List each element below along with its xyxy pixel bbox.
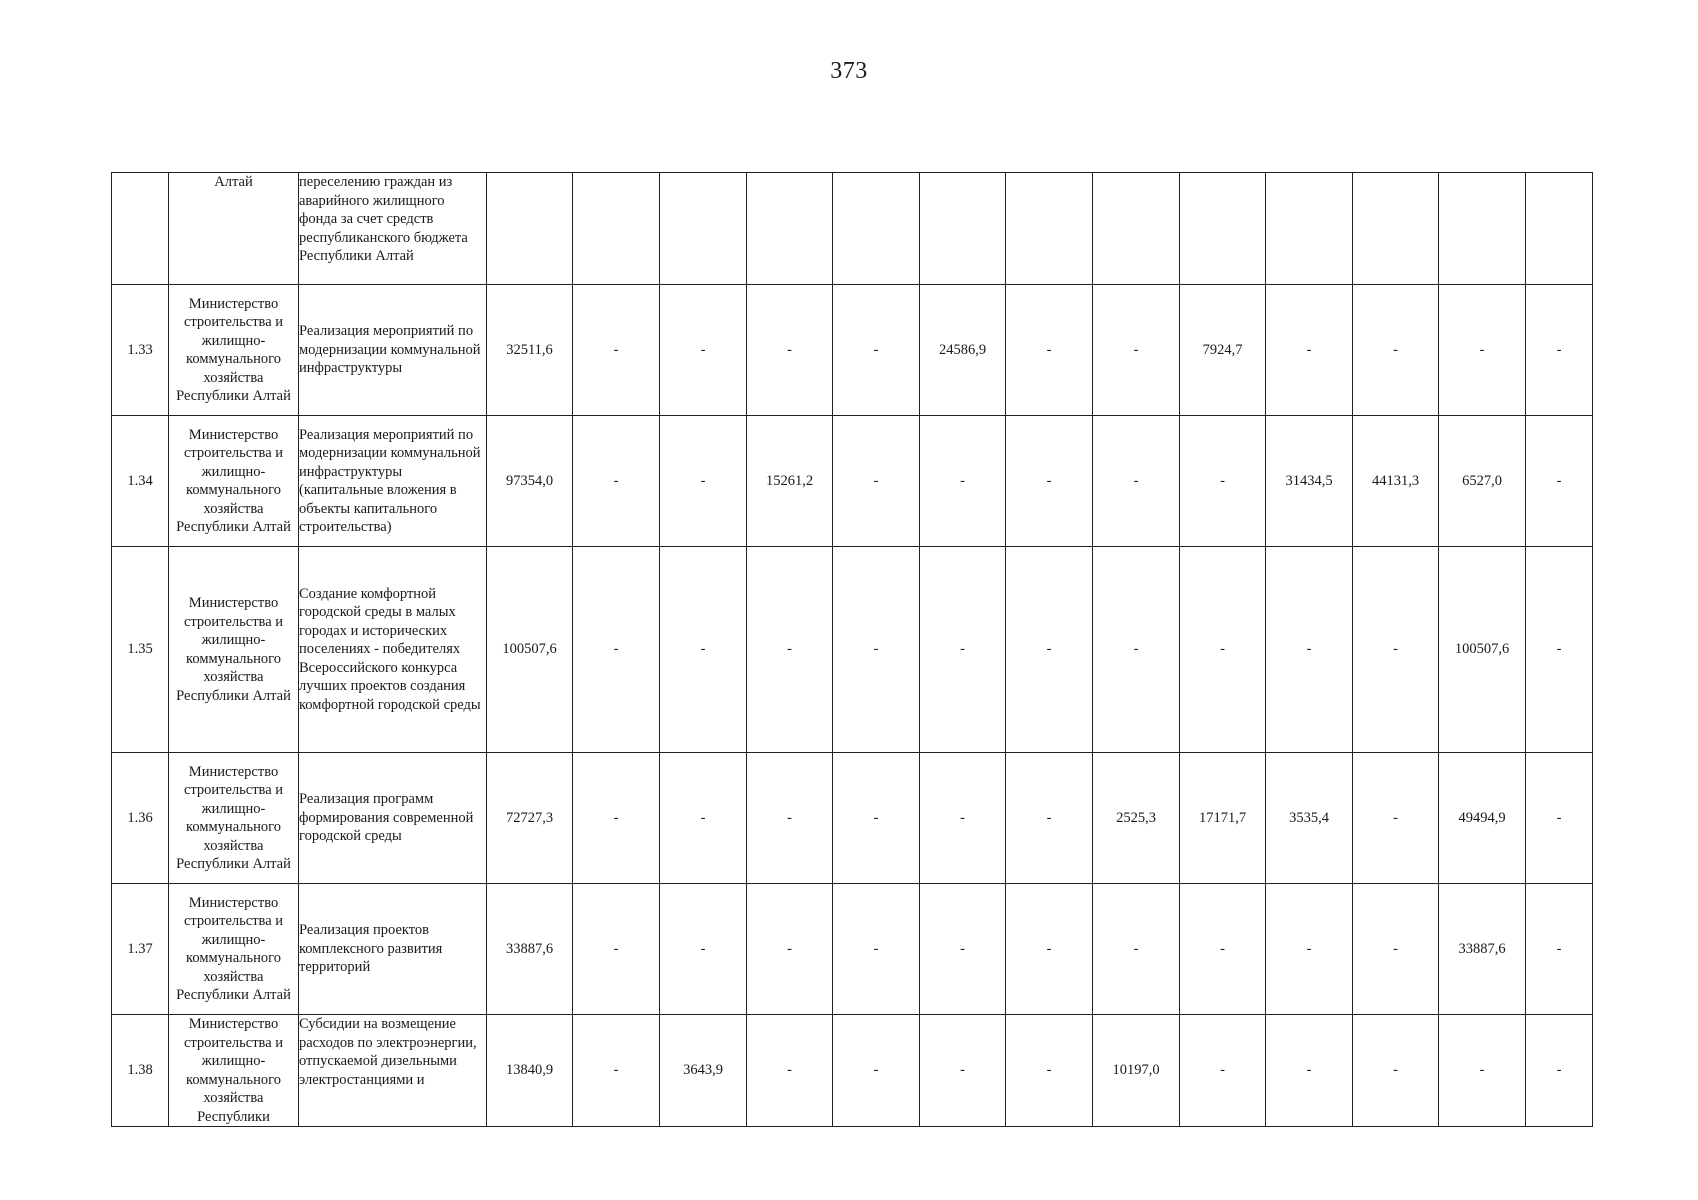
value-cell: -: [747, 547, 833, 753]
value-cell: -: [573, 285, 660, 416]
value-cell: -: [1006, 416, 1093, 547]
value-cell: -: [660, 884, 747, 1015]
value-cell: -: [573, 547, 660, 753]
description-cell: Субсидии на возмещение расходов по электроэнергии, отпускаемой дизельными электростанциями и: [299, 1015, 487, 1127]
value-cell: -: [1180, 547, 1266, 753]
value-cell: -: [573, 884, 660, 1015]
value-cell: 3535,4: [1266, 753, 1353, 884]
value-cell: -: [1353, 1015, 1439, 1127]
total-cell: 72727,3: [487, 753, 573, 884]
description-cell: Реализация мероприятий по модернизации коммунальной инфраструктуры: [299, 285, 487, 416]
value-cell: -: [1526, 1015, 1593, 1127]
value-cell: -: [1093, 547, 1180, 753]
org-cell: Алтай: [169, 173, 299, 285]
value-cell: -: [1180, 884, 1266, 1015]
value-cell: [1180, 173, 1266, 285]
value-cell: -: [1526, 547, 1593, 753]
table-row: [112, 285, 1593, 416]
value-cell: -: [573, 416, 660, 547]
value-cell: -: [833, 547, 920, 753]
value-cell: [747, 173, 833, 285]
value-cell: -: [1266, 285, 1353, 416]
value-cell: -: [660, 285, 747, 416]
value-cell: 44131,3: [1353, 416, 1439, 547]
value-cell: 3643,9: [660, 1015, 747, 1127]
value-cell: -: [1180, 416, 1266, 547]
value-cell: 6527,0: [1439, 416, 1526, 547]
value-cell: -: [747, 884, 833, 1015]
value-cell: -: [1266, 884, 1353, 1015]
value-cell: -: [747, 285, 833, 416]
total-cell: 33887,6: [487, 884, 573, 1015]
description-cell: Реализация мероприятий по модернизации коммунальной инфраструктуры (капитальные вложения в объекты капитального строительства): [299, 416, 487, 547]
value-cell: -: [920, 416, 1006, 547]
row-number-cell: 1.33: [112, 285, 169, 416]
value-cell: -: [920, 753, 1006, 884]
row-number-cell: 1.37: [112, 884, 169, 1015]
value-cell: -: [1526, 416, 1593, 547]
table-row-continuation: [112, 173, 1593, 285]
value-cell: [1353, 173, 1439, 285]
value-cell: 10197,0: [1093, 1015, 1180, 1127]
value-cell: -: [1006, 753, 1093, 884]
table-row: [112, 547, 1593, 753]
value-cell: 24586,9: [920, 285, 1006, 416]
value-cell: -: [1353, 753, 1439, 884]
value-cell: -: [1439, 285, 1526, 416]
value-cell: -: [1266, 547, 1353, 753]
value-cell: -: [1439, 1015, 1526, 1127]
value-cell: -: [1266, 1015, 1353, 1127]
table-row: [112, 1015, 1593, 1127]
total-cell: 100507,6: [487, 547, 573, 753]
value-cell: -: [1526, 285, 1593, 416]
value-cell: [573, 173, 660, 285]
value-cell: -: [1006, 1015, 1093, 1127]
value-cell: -: [1006, 285, 1093, 416]
value-cell: 17171,7: [1180, 753, 1266, 884]
value-cell: -: [920, 547, 1006, 753]
row-number-cell: 1.36: [112, 753, 169, 884]
value-cell: [1006, 173, 1093, 285]
value-cell: 2525,3: [1093, 753, 1180, 884]
value-cell: -: [1526, 884, 1593, 1015]
value-cell: -: [1093, 416, 1180, 547]
value-cell: 7924,7: [1180, 285, 1266, 416]
value-cell: -: [660, 547, 747, 753]
value-cell: 15261,2: [747, 416, 833, 547]
value-cell: -: [1006, 884, 1093, 1015]
table-row: [112, 884, 1593, 1015]
value-cell: -: [1353, 884, 1439, 1015]
value-cell: 33887,6: [1439, 884, 1526, 1015]
value-cell: -: [833, 1015, 920, 1127]
value-cell: [1439, 173, 1526, 285]
org-cell: Министерство строительства и жилищно-коммунального хозяйства Республики Алтай: [169, 416, 299, 547]
value-cell: -: [833, 884, 920, 1015]
value-cell: -: [660, 753, 747, 884]
description-cell: переселению граждан из аварийного жилищного фонда за счет средств республиканского бюджета Республики Алтай: [299, 173, 487, 285]
row-number-cell: [112, 173, 169, 285]
org-cell: Министерство строительства и жилищно-коммунального хозяйства Республики Алтай: [169, 753, 299, 884]
table-row: [112, 416, 1593, 547]
value-cell: -: [1180, 1015, 1266, 1127]
value-cell: [1526, 173, 1593, 285]
value-cell: -: [920, 1015, 1006, 1127]
value-cell: -: [833, 416, 920, 547]
value-cell: -: [1006, 547, 1093, 753]
total-cell: 32511,6: [487, 285, 573, 416]
value-cell: -: [1526, 753, 1593, 884]
budget-table: [111, 172, 1593, 1127]
description-cell: Создание комфортной городской среды в малых городах и исторических поселениях - победителях Всероссийского конкурса лучших проектов создания комфортной городской среды: [299, 547, 487, 753]
value-cell: [660, 173, 747, 285]
value-cell: -: [1093, 285, 1180, 416]
value-cell: -: [573, 753, 660, 884]
value-cell: -: [833, 285, 920, 416]
value-cell: -: [1353, 285, 1439, 416]
value-cell: [833, 173, 920, 285]
value-cell: -: [747, 753, 833, 884]
org-cell: Министерство строительства и жилищно-коммунального хозяйства Республики Алтай: [169, 285, 299, 416]
row-number-cell: 1.34: [112, 416, 169, 547]
value-cell: -: [1353, 547, 1439, 753]
total-cell: [487, 173, 573, 285]
org-cell: Министерство строительства и жилищно-коммунального хозяйства Республики: [169, 1015, 299, 1127]
description-cell: Реализация программ формирования современной городской среды: [299, 753, 487, 884]
total-cell: 13840,9: [487, 1015, 573, 1127]
value-cell: [920, 173, 1006, 285]
value-cell: 100507,6: [1439, 547, 1526, 753]
row-number-cell: 1.38: [112, 1015, 169, 1127]
value-cell: -: [1093, 884, 1180, 1015]
org-cell: Министерство строительства и жилищно-коммунального хозяйства Республики Алтай: [169, 884, 299, 1015]
value-cell: -: [573, 1015, 660, 1127]
value-cell: -: [747, 1015, 833, 1127]
value-cell: -: [833, 753, 920, 884]
description-cell: Реализация проектов комплексного развития территорий: [299, 884, 487, 1015]
total-cell: 97354,0: [487, 416, 573, 547]
table-row: [112, 753, 1593, 884]
value-cell: [1093, 173, 1180, 285]
value-cell: [1266, 173, 1353, 285]
value-cell: -: [660, 416, 747, 547]
row-number-cell: 1.35: [112, 547, 169, 753]
page-number: 373: [830, 58, 868, 84]
value-cell: 31434,5: [1266, 416, 1353, 547]
value-cell: -: [920, 884, 1006, 1015]
org-cell: Министерство строительства и жилищно-коммунального хозяйства Республики Алтай: [169, 547, 299, 753]
value-cell: 49494,9: [1439, 753, 1526, 884]
